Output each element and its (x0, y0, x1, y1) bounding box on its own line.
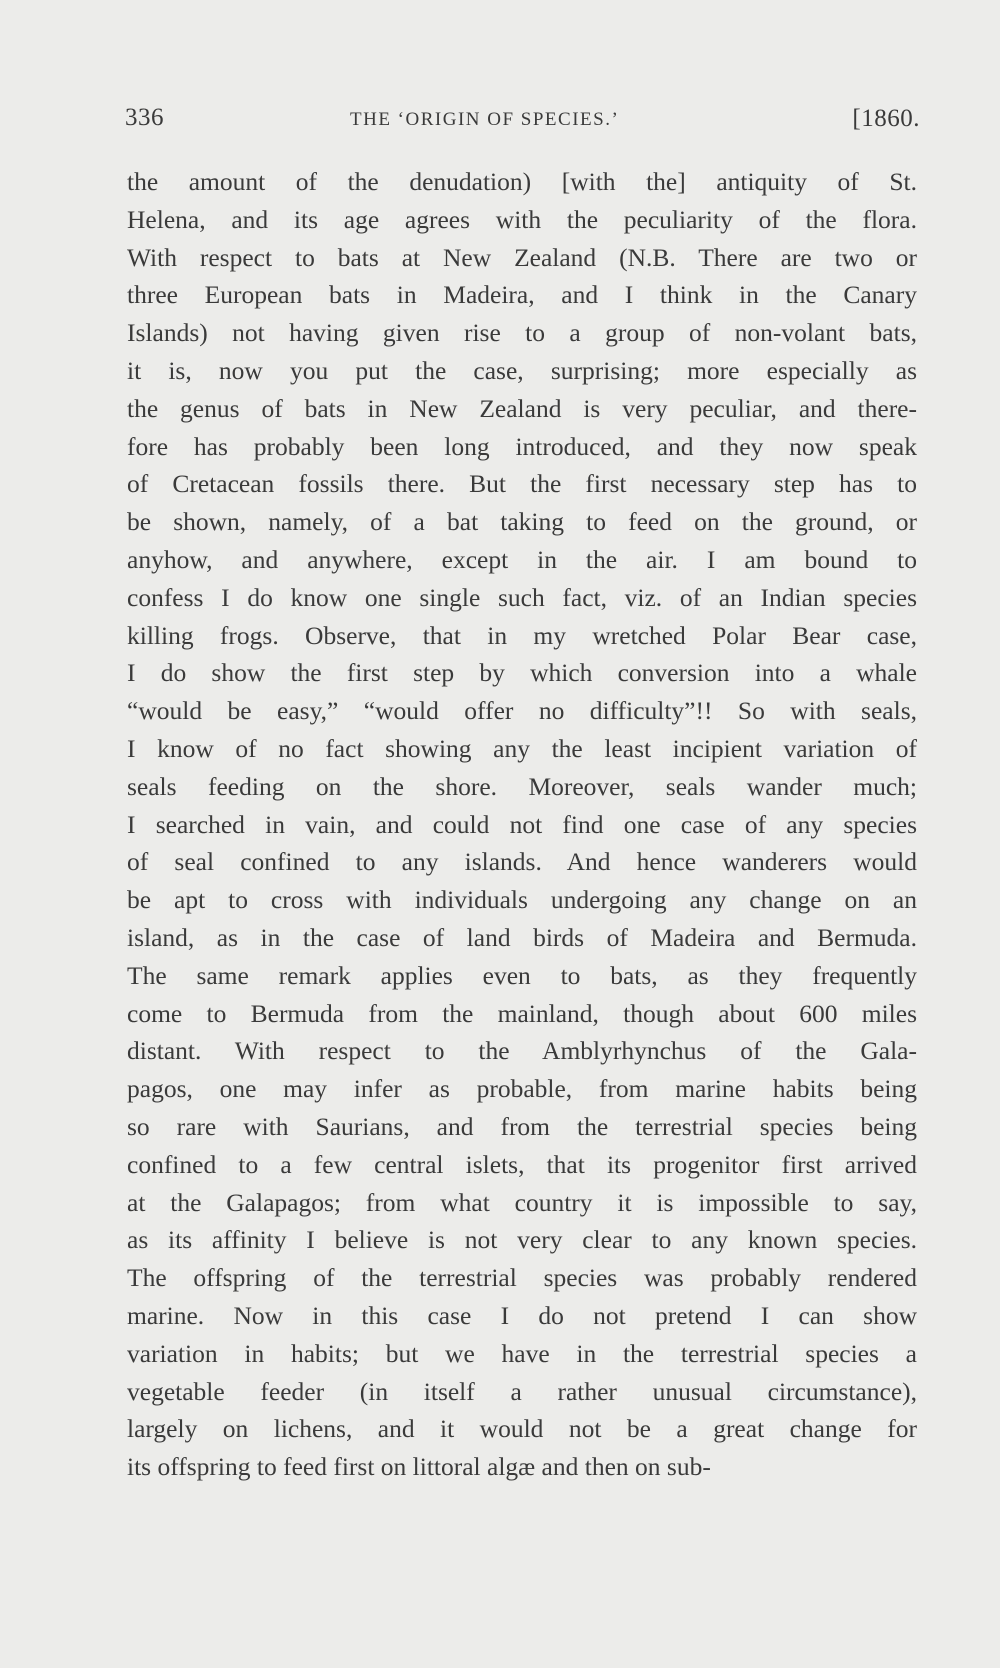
page-number: 336 (125, 104, 164, 131)
text-line: killing frogs. Observe, that in my wretched Polar Bear case, (127, 620, 917, 650)
text-line: island, as in the case of land birds of Madeira and Bermuda. (127, 922, 917, 952)
text-line: With respect to bats at New Zealand (N.B. There are two or (127, 242, 917, 272)
text-line: at the Galapagos; from what country it is impossible to say, (127, 1187, 917, 1217)
text-line: largely on lichens, and it would not be a great change for (127, 1414, 917, 1444)
header-year: [1860. (852, 105, 920, 132)
text-line: Helena, and its age agrees with the peculiarity of the flora. (127, 204, 917, 234)
text-line: of seal confined to any islands. And hence wanderers would (127, 847, 917, 877)
text-line: its offspring to feed first on littoral algæ and then on sub- (127, 1452, 711, 1482)
text-line: seals feeding on the shore. Moreover, seals wander much; (127, 771, 917, 801)
text-line: confined to a few central islets, that its progenitor first arrived (127, 1149, 917, 1179)
text-line: the genus of bats in New Zealand is very peculiar, and there- (127, 393, 917, 423)
text-line: of Cretacean fossils there. But the first necessary step has to (127, 469, 917, 499)
text-line: marine. Now in this case I do not pretend I can show (127, 1300, 917, 1330)
text-line: I do show the first step by which conversion into a whale (127, 658, 917, 688)
text-line: it is, now you put the case, surprising; more especially as (127, 355, 917, 385)
text-line: be shown, namely, of a bat taking to feed on the ground, or (127, 507, 917, 537)
text-line: the amount of the denudation) [with the] antiquity of St. (127, 167, 917, 196)
text-line: distant. With respect to the Amblyrhynchus of the Gala- (127, 1036, 917, 1066)
text-line: anyhow, and anywhere, except in the air. I am bound to (127, 544, 917, 574)
text-line: as its affinity I believe is not very clear to any known species. (127, 1225, 917, 1255)
text-line: vegetable feeder (in itself a rather unusual circumstance), (127, 1376, 917, 1406)
text-line: so rare with Saurians, and from the terrestrial species being (127, 1111, 917, 1141)
text-line: pagos, one may infer as probable, from marine habits being (127, 1074, 917, 1104)
running-title: THE ‘ORIGIN OF SPECIES.’ (350, 109, 620, 130)
text-line: fore has probably been long introduced, and they now speak (127, 431, 917, 461)
body-text (127, 163, 917, 1486)
text-line: “would be easy,” “would offer no difficulty”!! So with seals, (127, 696, 917, 726)
text-line: I searched in vain, and could not find one case of any species (127, 809, 917, 839)
text-line: variation in habits; but we have in the terrestrial species a (127, 1338, 917, 1368)
text-line: The same remark applies even to bats, as they frequently (127, 960, 917, 990)
text-line: come to Bermuda from the mainland, though about 600 miles (127, 998, 917, 1028)
text-line: be apt to cross with individuals undergoing any change on an (127, 885, 917, 915)
text-line: confess I do know one single such fact, viz. of an Indian species (127, 582, 917, 612)
text-line: Islands) not having given rise to a group of non-volant bats, (127, 318, 917, 348)
text-line: three European bats in Madeira, and I think in the Canary (127, 280, 917, 310)
text-line: I know of no fact showing any the least incipient variation of (127, 733, 917, 763)
running-head (125, 104, 920, 144)
text-line: The offspring of the terrestrial species was probably rendered (127, 1263, 917, 1293)
